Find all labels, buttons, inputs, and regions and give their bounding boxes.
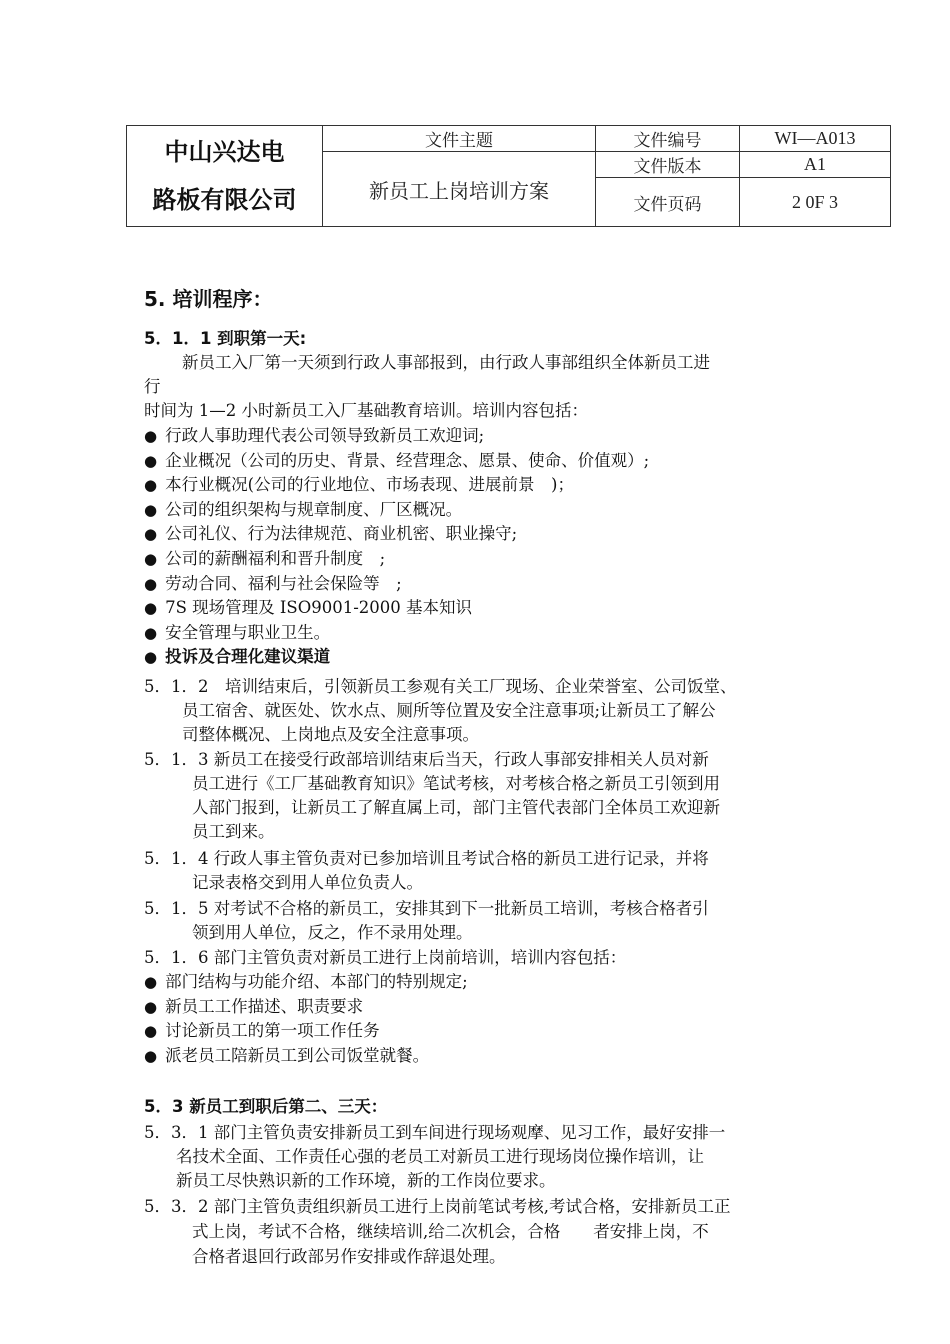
bullet-icon: ●: [144, 476, 158, 495]
page-label: 文件页码: [596, 178, 740, 227]
bullet-item: [144, 473, 574, 497]
paragraph-line: 人部门报到，让新员工了解直属上司，部门主管代表部门全体员工欢迎新: [192, 798, 720, 817]
bullet-item: [144, 970, 468, 994]
bullet-item: [144, 596, 472, 620]
bullet-item: [144, 995, 363, 1019]
doc-no-label: 文件编号: [596, 126, 740, 152]
bullet-icon: ●: [144, 1022, 158, 1041]
bullet-item: [144, 498, 462, 522]
paragraph-line: 记录表格交到用人单位负责人。: [192, 873, 423, 892]
paragraph-line: 式上岗，考试不合格，继续培训,给二次机会，合格 者安排上岗，不: [192, 1222, 709, 1241]
bullet-item: [144, 1019, 380, 1043]
bullet-text: 企业概况（公司的历史、背景、经营理念、愿景、使命、价值观）;: [165, 450, 650, 470]
paragraph-line: 5．1．5 对考试不合格的新员工，安排其到下一批新员工培训，考核合格者引: [144, 899, 709, 918]
paragraph-line: 5．1．6 部门主管负责对新员工进行上岗前培训，培训内容包括：: [144, 948, 627, 967]
paragraph-line: 时间为 1—2 小时新员工入厂基础教育培训。培训内容包括：: [144, 401, 588, 420]
paragraph-line: 员工进行《工厂基础教育知识》笔试考核，对考核合格之新员工引领到用: [192, 774, 720, 793]
paragraph-line: 5．1．2 培训结束后，引领新员工参观有关工厂现场、企业荣誉室、公司饭堂、: [144, 677, 737, 696]
bullet-text: 公司的组织架构与规章制度、厂区概况。: [165, 499, 463, 519]
bullet-item: [144, 522, 517, 546]
bullet-item: [144, 449, 649, 473]
paragraph-line: 行: [144, 377, 161, 396]
bullet-icon: ●: [144, 648, 158, 667]
topic-value: 新员工上岗培训方案: [323, 152, 596, 227]
bullet-item: [144, 1044, 429, 1068]
paragraph-line: 合格者退回行政部另作安排或作辞退处理。: [192, 1247, 506, 1266]
bullet-item: [144, 572, 402, 596]
bullet-icon: ●: [144, 997, 158, 1016]
bullet-icon: ●: [144, 623, 158, 642]
paragraph-line: 5．3．2 部门主管负责组织新员工进行上岗前笔试考核,考试合格，安排新员工正: [144, 1197, 731, 1216]
paragraph-line: 员工宿舍、就医处、饮水点、厕所等位置及安全注意事项;让新员工了解公: [182, 701, 716, 720]
bullet-item: [144, 547, 385, 571]
bullet-text: 新员工工作描述、职责要求: [165, 996, 364, 1016]
company-name-line1: 中山兴达电: [164, 138, 285, 166]
bullet-text: 本行业概况(公司的行业地位、市场表现、进展前景 )；: [165, 475, 574, 495]
bullet-text: 7S 现场管理及 ISO9001-2000 基本知识: [165, 598, 473, 618]
version-value: A1: [740, 152, 891, 178]
bullet-text: 部门结构与功能介绍、本部门的特别规定;: [165, 972, 468, 991]
bullet-icon: ●: [144, 973, 158, 991]
bullet-item: [144, 645, 330, 669]
bullet-text: 公司的薪酬福利和晋升制度 ;: [165, 549, 386, 568]
paragraph-line: 司整体概况、上岗地点及安全注意事项。: [182, 725, 479, 744]
bullet-text: 公司礼仪、行为法律规范、商业机密、职业操守;: [165, 524, 518, 544]
paragraph-line: 名技术全面、工作责任心强的老员工对新员工进行现场岗位操作培训，让: [176, 1147, 704, 1166]
bullet-item: [144, 424, 484, 448]
bullet-text: 派老员工陪新员工到公司饭堂就餐。: [165, 1045, 430, 1065]
subsection-title: 5．1．1 到职第一天:: [144, 329, 307, 348]
bullet-icon: ●: [144, 574, 158, 593]
bullet-icon: ●: [144, 1046, 158, 1065]
doc-no-value: WI—A013: [740, 126, 891, 152]
bullet-icon: ●: [144, 451, 158, 470]
document-header-table: [126, 125, 891, 227]
bullet-icon: ●: [144, 599, 158, 618]
topic-label: 文件主题: [323, 126, 596, 152]
bullet-item: [144, 621, 330, 645]
bullet-icon: ●: [144, 550, 158, 568]
subsection-title: 5．3 新员工到职后第二、三天：: [144, 1097, 388, 1116]
paragraph-line: 5．1．4 行政人事主管负责对已参加培训且考试合格的新员工进行记录，并将: [144, 849, 709, 868]
page-value: 2 0F 3: [740, 178, 891, 227]
bullet-text: 讨论新员工的第一项工作任务: [165, 1021, 380, 1041]
bullet-text: 行政人事助理代表公司领导致新员工欢迎词;: [165, 426, 485, 445]
paragraph-line: 领到用人单位，反之，作不录用处理。: [192, 923, 473, 942]
version-label: 文件版本: [596, 152, 740, 178]
bullet-text: 劳动合同、福利与社会保险等 ;: [165, 573, 402, 593]
paragraph-line: 员工到来。: [192, 822, 275, 841]
paragraph-line: 新员工尽快熟识新的工作环境，新的工作岗位要求。: [176, 1171, 556, 1190]
paragraph-line: 5．1．3 新员工在接受行政部培训结束后当天，行政人事部安排相关人员对新: [144, 750, 709, 769]
company-name-line2: 路板有限公司: [152, 186, 297, 214]
bullet-icon: ●: [144, 525, 158, 544]
bullet-text: 投诉及合理化建议渠道: [165, 647, 331, 667]
section-title: 5. 培训程序：: [144, 287, 273, 311]
bullet-icon: ●: [144, 427, 158, 445]
paragraph-line: 新员工入厂第一天须到行政人事部报到，由行政人事部组织全体新员工进: [182, 353, 710, 372]
bullet-text: 安全管理与职业卫生。: [165, 622, 331, 642]
bullet-icon: ●: [144, 500, 158, 519]
company-name: [127, 126, 323, 227]
paragraph-line: 5．3．1 部门主管负责安排新员工到车间进行现场观摩、见习工作，最好安排一: [144, 1123, 726, 1142]
